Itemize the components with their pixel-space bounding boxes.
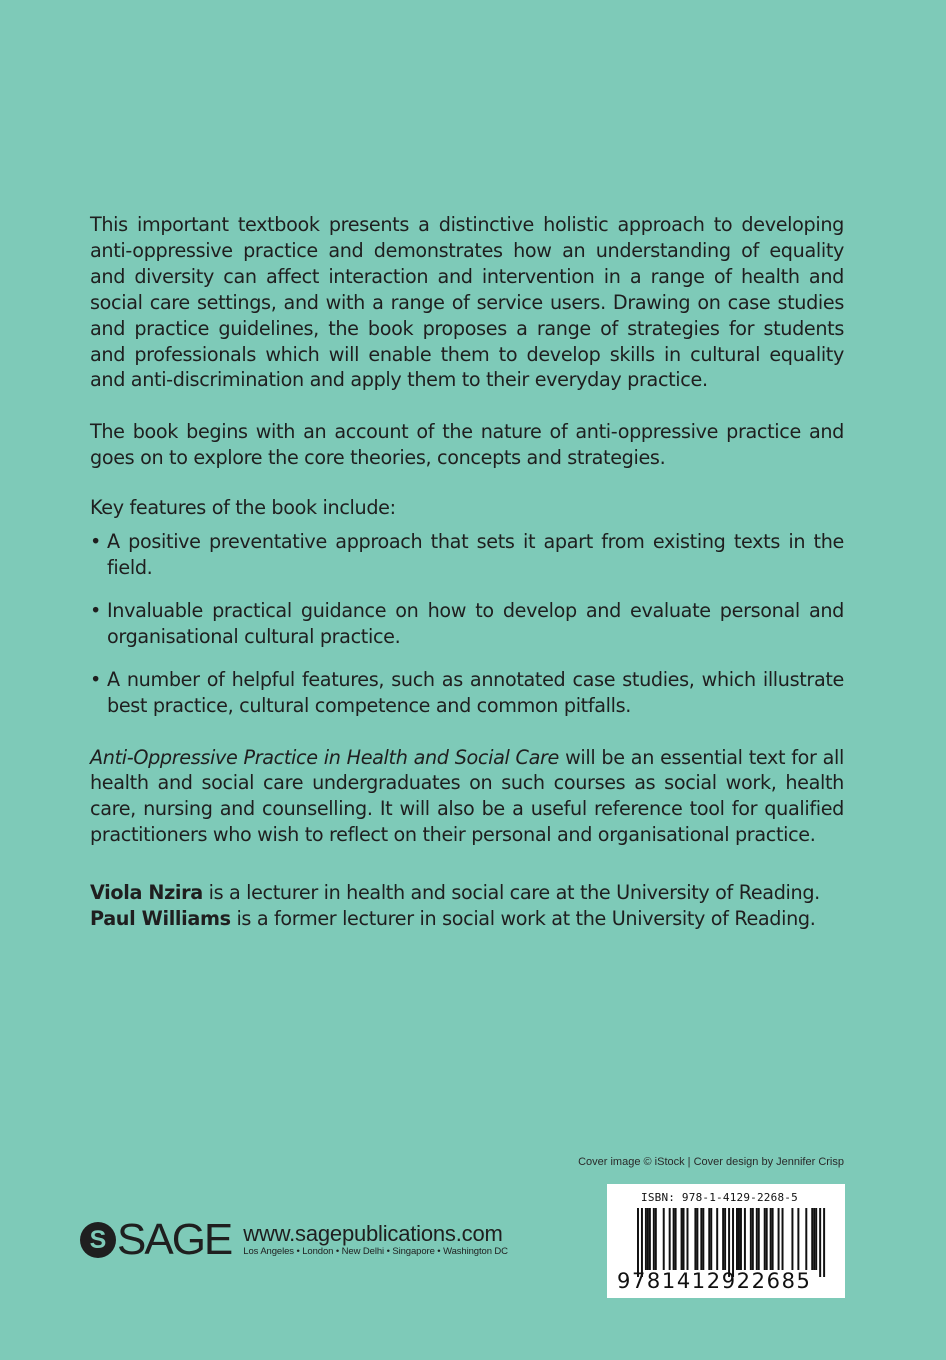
isbn-label: ISBN: 978-1-4129-2268-5: [641, 1191, 798, 1204]
list-item: • Invaluable practical guidance on how to develop and evaluate personal and organisational cultural practice.: [90, 598, 844, 650]
author-name: Paul Williams: [90, 907, 231, 931]
author-bios: [90, 880, 844, 932]
barcode-bar: [645, 1208, 647, 1270]
barcode-bar: [764, 1208, 766, 1270]
barcode-bar: [696, 1208, 698, 1270]
overview-paragraph: The book begins with an account of the nature of anti-oppressive practice and goes on to explore the core theories, concepts and strategies.: [90, 420, 844, 470]
book-title: Anti-Oppressive Practice in Health and Social Care: [90, 745, 560, 769]
sage-logo-icon: S: [80, 1222, 116, 1258]
description-paragraph: This important textbook presents a distinctive holistic approach to developing anti-oppressive practice and demonstrates how an understanding of equality and diversity can affect interaction and intervention in a range of health and social care settings, and with a range of service users. Drawing on case studies and practice guidelines, the book proposes a range of strategies for students and professionals which will enable them to develop skills in cultural equality and anti-discrimination and apply them to their everyday practice.: [90, 213, 844, 392]
features-intro: Key features of the book include:: [90, 496, 396, 520]
barcode-bar: [770, 1208, 772, 1270]
barcode-bar: [811, 1208, 813, 1270]
author-description: is a former lecturer in social work at the University of Reading.: [230, 907, 816, 931]
barcode-bar: [819, 1208, 821, 1277]
barcode-bar: [752, 1208, 754, 1270]
publisher-block: [80, 1216, 508, 1264]
publisher-locations: Los Angeles • London • New Delhi • Singapore • Washington DC: [243, 1246, 508, 1257]
author-name: Viola Nzira: [90, 881, 203, 905]
author-description: is a lecturer in health and social care at the University of Reading.: [202, 881, 820, 905]
barcode-bar: [772, 1208, 774, 1270]
barcode-bar: [815, 1208, 817, 1270]
barcode-bar: [694, 1208, 696, 1270]
publisher-website[interactable]: www.sagepublications.com: [243, 1221, 503, 1246]
barcode-bar: [700, 1208, 702, 1270]
barcode-bar: [655, 1208, 657, 1270]
barcode-bar: [766, 1208, 768, 1270]
barcode-bar: [738, 1208, 740, 1270]
barcode-bar: [805, 1208, 807, 1270]
barcode-bar: [647, 1208, 649, 1270]
barcode-bar: [756, 1208, 758, 1270]
closing-text: will be an essential text for all health and social care undergraduates on such courses as social work, health care, nursing and counselling. It will also be a useful reference tool for qualified practitioners who wish to reflect on their personal and organisational practice.: [90, 745, 844, 847]
barcode-bar: [750, 1208, 752, 1270]
barcode-bar: [710, 1208, 712, 1270]
barcode-bar: [758, 1208, 760, 1270]
barcode-bar: [791, 1208, 793, 1270]
barcode-bar: [669, 1208, 671, 1270]
barcode-bar: [675, 1208, 677, 1270]
author-bio: [90, 880, 844, 906]
barcode-bar: [778, 1208, 780, 1270]
barcode-bar: [663, 1208, 665, 1270]
barcode-bar: [782, 1208, 784, 1270]
barcode-bar: [724, 1208, 726, 1270]
barcode-bar: [683, 1208, 685, 1270]
barcode-bar: [641, 1208, 643, 1277]
cover-credit: Cover image © iStock | Cover design by Jennifer Crisp: [578, 1156, 844, 1168]
barcode-bar: [673, 1208, 675, 1270]
features-list: [90, 529, 844, 718]
barcode-bar: [740, 1208, 742, 1270]
back-cover-blurb: [90, 212, 844, 932]
barcode-bar: [732, 1208, 734, 1277]
barcode-bar: [823, 1208, 825, 1277]
barcode-bar: [722, 1208, 724, 1270]
barcode-bar: [687, 1208, 689, 1270]
ean-digits: 9781412922685: [617, 1269, 812, 1293]
list-item: • A positive preventative approach that sets it apart from existing texts in the field.: [90, 529, 844, 581]
list-item: • A number of helpful features, such as annotated case studies, which illustrate best practice, cultural competence and common pitfalls.: [90, 667, 844, 719]
barcode-bar: [681, 1208, 683, 1270]
barcode: [607, 1184, 845, 1298]
closing-paragraph: [90, 745, 844, 849]
barcode-bar: [813, 1208, 815, 1270]
barcode-bar: [716, 1208, 718, 1270]
barcode-bar: [649, 1208, 651, 1270]
barcode-bar: [728, 1208, 730, 1277]
barcode-bar: [637, 1208, 639, 1277]
publisher-name: SAGE: [117, 1215, 232, 1264]
barcode-bar: [708, 1208, 710, 1270]
barcode-bar: [702, 1208, 704, 1270]
barcode-bar: [736, 1208, 738, 1270]
author-bio: [90, 906, 844, 932]
barcode-bar: [653, 1208, 655, 1270]
barcode-bar: [744, 1208, 746, 1270]
barcode-bar: [797, 1208, 799, 1270]
